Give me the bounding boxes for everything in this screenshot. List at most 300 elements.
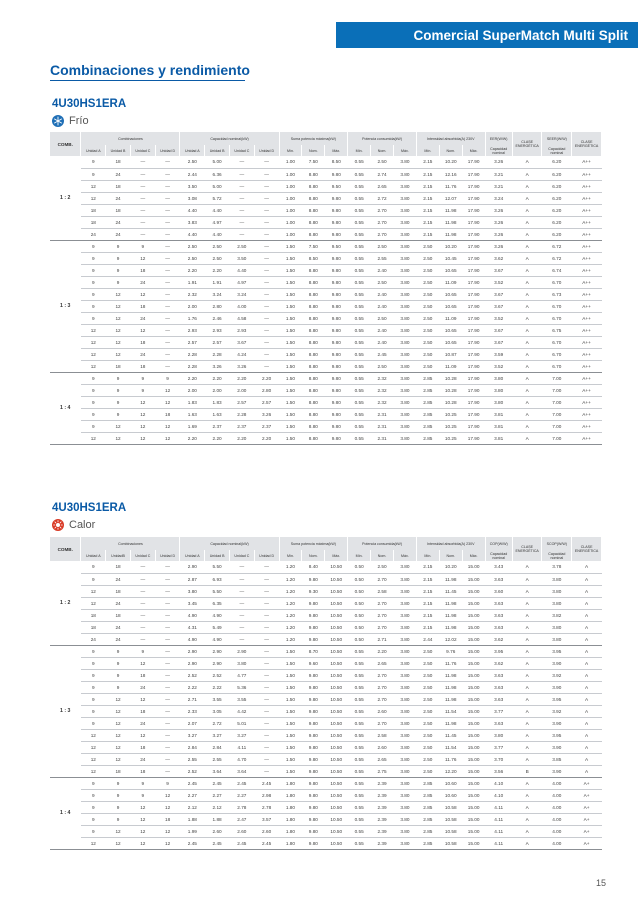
table-row bbox=[50, 264, 602, 276]
table-cell: A bbox=[512, 312, 542, 324]
table-row bbox=[50, 609, 602, 621]
table-cell: 1.50 bbox=[279, 312, 302, 324]
table-cell: — bbox=[254, 765, 279, 777]
table-cell: 8.80 bbox=[302, 324, 325, 336]
table-cell: 8.40 bbox=[302, 561, 325, 573]
table-cell: 1.50 bbox=[279, 705, 302, 717]
table-row bbox=[50, 717, 602, 729]
table-cell: A+ bbox=[572, 837, 602, 849]
table-cell: A++ bbox=[572, 264, 602, 276]
table-cell: — bbox=[155, 288, 180, 300]
table-cell: 1.50 bbox=[279, 264, 302, 276]
table-cell: 0.55 bbox=[348, 837, 371, 849]
table-cell: 2.65 bbox=[371, 753, 394, 765]
table-cell: 9.80 bbox=[325, 300, 348, 312]
table-cell: A bbox=[572, 681, 602, 693]
table-cell: 2.90 bbox=[180, 645, 205, 657]
table-cell: — bbox=[130, 609, 155, 621]
table-cell: 0.55 bbox=[348, 300, 371, 312]
table-cell: 9.80 bbox=[325, 396, 348, 408]
table-cell: 0.55 bbox=[348, 288, 371, 300]
table-cell: 2.15 bbox=[416, 180, 439, 192]
table-cell: A++ bbox=[572, 372, 602, 384]
table-cell: 18 bbox=[130, 741, 155, 753]
table-cell: A bbox=[572, 621, 602, 633]
table-cell: 11.98 bbox=[439, 621, 462, 633]
table-cell: 3.80 bbox=[393, 837, 416, 849]
table-cell: 1.83 bbox=[180, 396, 205, 408]
table-cell: 2.45 bbox=[229, 837, 254, 849]
table-cell: 2.20 bbox=[371, 645, 394, 657]
table-cell: 3.50 bbox=[180, 180, 205, 192]
header-combinaciones: Combinaciones bbox=[81, 132, 180, 145]
table-cell: 2.57 bbox=[180, 336, 205, 348]
table-cell: 10.25 bbox=[439, 420, 462, 432]
table-cell: 24 bbox=[106, 228, 131, 240]
table-cell: 2.39 bbox=[371, 837, 394, 849]
table-cell: 1.76 bbox=[180, 312, 205, 324]
subheader-cell: Nom. bbox=[439, 145, 462, 156]
table-cell: 9.80 bbox=[302, 681, 325, 693]
table-cell: A bbox=[512, 156, 542, 168]
table-cell: 1.50 bbox=[279, 240, 302, 252]
table-cell: 0.55 bbox=[348, 336, 371, 348]
table-cell: 9 bbox=[81, 717, 106, 729]
table-cell: 2.20 bbox=[205, 432, 230, 444]
table-cell: 3.52 bbox=[485, 360, 512, 372]
table-cell: 9.60 bbox=[302, 657, 325, 669]
table-cell: 4.77 bbox=[229, 669, 254, 681]
table-cell: 1.91 bbox=[205, 276, 230, 288]
table-cell: 3.80 bbox=[393, 288, 416, 300]
table-cell: 17.90 bbox=[462, 156, 485, 168]
table-cell: — bbox=[254, 681, 279, 693]
table-cell: — bbox=[155, 192, 180, 204]
subheader-cell: Máx. bbox=[325, 145, 348, 156]
table-cell: 2.00 bbox=[180, 384, 205, 396]
table-cell: 3.80 bbox=[180, 585, 205, 597]
table-cell: A bbox=[512, 336, 542, 348]
table-cell: 7.50 bbox=[302, 240, 325, 252]
header-eer: EER(W/W) bbox=[485, 132, 512, 145]
table-cell: 2.60 bbox=[205, 825, 230, 837]
table-cell: 0.55 bbox=[348, 681, 371, 693]
table-cell: 10.50 bbox=[325, 777, 348, 789]
table-cell: 4.40 bbox=[180, 228, 205, 240]
table-cell: — bbox=[254, 561, 279, 573]
table-cell: — bbox=[130, 228, 155, 240]
table-cell: 2.84 bbox=[180, 741, 205, 753]
header-intensidad: Intensidad absorbida(A) 230V bbox=[416, 537, 485, 550]
table-cell: 4.90 bbox=[180, 609, 205, 621]
table-cell: 18 bbox=[130, 300, 155, 312]
table-cell: 3.63 bbox=[485, 621, 512, 633]
table-cell: 3.60 bbox=[485, 585, 512, 597]
subheader-cell: Unidad A bbox=[81, 550, 106, 561]
table-cell: 3.80 bbox=[393, 801, 416, 813]
table-cell: 2.55 bbox=[371, 252, 394, 264]
table-cell: 15.00 bbox=[462, 573, 485, 585]
table-cell: 2.70 bbox=[371, 597, 394, 609]
table-cell: 9.80 bbox=[325, 420, 348, 432]
table-cell: 10.65 bbox=[439, 288, 462, 300]
table-cell: 2.60 bbox=[371, 741, 394, 753]
table-cell: A bbox=[512, 240, 542, 252]
table-cell: 4.90 bbox=[180, 633, 205, 645]
table-cell: 10.58 bbox=[439, 801, 462, 813]
table-cell: 9.80 bbox=[325, 204, 348, 216]
table-cell: 3.92 bbox=[542, 705, 572, 717]
table-row bbox=[50, 741, 602, 753]
table-cell: 12 bbox=[130, 801, 155, 813]
table-cell: 9.80 bbox=[302, 693, 325, 705]
table-cell: 12 bbox=[130, 288, 155, 300]
table-cell: — bbox=[254, 705, 279, 717]
table-cell: 10.20 bbox=[439, 156, 462, 168]
table-cell: 2.50 bbox=[205, 240, 230, 252]
table-cell: A bbox=[572, 609, 602, 621]
table-cell: 8.80 bbox=[302, 432, 325, 444]
table-cell: A bbox=[572, 693, 602, 705]
table-cell: 15.00 bbox=[462, 801, 485, 813]
table-cell: 9.80 bbox=[325, 336, 348, 348]
table-cell: 9.80 bbox=[325, 432, 348, 444]
table-cell: A bbox=[572, 633, 602, 645]
table-cell: 3.45 bbox=[180, 597, 205, 609]
table-cell: 9.80 bbox=[325, 408, 348, 420]
table-cell: 3.80 bbox=[542, 621, 572, 633]
table-cell: — bbox=[155, 204, 180, 216]
table-cell: 3.63 bbox=[485, 609, 512, 621]
table-cell: 2.50 bbox=[416, 705, 439, 717]
table-row bbox=[50, 252, 602, 264]
table-cell: 1.83 bbox=[205, 396, 230, 408]
table-cell: 2.45 bbox=[180, 837, 205, 849]
cooling-mode-label bbox=[52, 115, 89, 127]
table-cell: 10.50 bbox=[325, 789, 348, 801]
table-cell: 5.49 bbox=[205, 621, 230, 633]
table-cell: 10.45 bbox=[439, 252, 462, 264]
header-intensidad: Intensidad absorbida(A) 230V bbox=[416, 132, 485, 145]
table-cell: A+ bbox=[572, 777, 602, 789]
table-cell: 10.87 bbox=[439, 348, 462, 360]
table-cell: 6.70 bbox=[542, 300, 572, 312]
table-cell: 2.15 bbox=[416, 609, 439, 621]
table-cell: 9 bbox=[106, 801, 131, 813]
table-cell: 10.50 bbox=[325, 597, 348, 609]
table-cell: — bbox=[254, 156, 279, 168]
table-cell: 0.50 bbox=[348, 633, 371, 645]
table-cell: — bbox=[254, 633, 279, 645]
table-cell: 2.32 bbox=[371, 384, 394, 396]
table-cell: — bbox=[229, 180, 254, 192]
table-cell: 12 bbox=[81, 597, 106, 609]
table-cell: 3.80 bbox=[393, 765, 416, 777]
table-cell: 11.98 bbox=[439, 597, 462, 609]
table-cell: A bbox=[512, 693, 542, 705]
table-cell: 2.12 bbox=[180, 801, 205, 813]
table-cell: 2.85 bbox=[416, 408, 439, 420]
table-cell: 15.00 bbox=[462, 609, 485, 621]
cooling-table bbox=[50, 132, 602, 445]
table-cell: 1.80 bbox=[279, 813, 302, 825]
combination-group-label: 1 : 3 bbox=[50, 240, 81, 372]
table-cell: 3.64 bbox=[205, 765, 230, 777]
table-cell: 9.80 bbox=[325, 264, 348, 276]
table-cell: 1.00 bbox=[279, 228, 302, 240]
table-row bbox=[50, 705, 602, 717]
table-row bbox=[50, 240, 602, 252]
table-cell: 11.98 bbox=[439, 573, 462, 585]
table-cell: 3.80 bbox=[393, 324, 416, 336]
table-cell: 15.00 bbox=[462, 777, 485, 789]
table-cell: 8.80 bbox=[302, 408, 325, 420]
table-cell: 3.80 bbox=[393, 741, 416, 753]
table-cell: — bbox=[254, 324, 279, 336]
table-cell: 1.50 bbox=[279, 324, 302, 336]
table-cell: — bbox=[229, 228, 254, 240]
table-cell: 2.52 bbox=[180, 669, 205, 681]
table-cell: 10.50 bbox=[325, 765, 348, 777]
table-cell: 9.80 bbox=[302, 597, 325, 609]
subheader-cell: Unidad B bbox=[106, 145, 131, 156]
table-cell: A++ bbox=[572, 384, 602, 396]
table-cell: 3.80 bbox=[393, 705, 416, 717]
table-cell: 12 bbox=[130, 813, 155, 825]
table-cell: 10.50 bbox=[325, 561, 348, 573]
table-cell: 2.20 bbox=[205, 372, 230, 384]
table-cell: 2.78 bbox=[254, 801, 279, 813]
table-cell: 3.80 bbox=[393, 657, 416, 669]
table-cell: 0.55 bbox=[348, 204, 371, 216]
table-cell: 2.47 bbox=[229, 813, 254, 825]
table-cell: 3.24 bbox=[229, 288, 254, 300]
table-cell: A++ bbox=[572, 420, 602, 432]
table-cell: — bbox=[155, 621, 180, 633]
subheader-cell: Nom. bbox=[371, 550, 394, 561]
table-cell: 15.00 bbox=[462, 681, 485, 693]
table-cell: 2.55 bbox=[180, 753, 205, 765]
table-cell: 2.52 bbox=[180, 765, 205, 777]
table-cell: 12 bbox=[155, 384, 180, 396]
table-cell: 2.70 bbox=[371, 216, 394, 228]
table-cell: 2.33 bbox=[180, 705, 205, 717]
table-cell: — bbox=[254, 228, 279, 240]
table-cell: 4.11 bbox=[485, 837, 512, 849]
table-cell: 10.60 bbox=[439, 777, 462, 789]
table-cell: 2.27 bbox=[205, 789, 230, 801]
table-cell: 1.00 bbox=[279, 216, 302, 228]
table-cell: 3.43 bbox=[485, 561, 512, 573]
table-cell: 2.50 bbox=[416, 753, 439, 765]
table-cell: A bbox=[512, 360, 542, 372]
table-cell: 8.80 bbox=[302, 204, 325, 216]
combination-group-label: 1 : 4 bbox=[50, 777, 81, 849]
table-cell: 2.50 bbox=[416, 693, 439, 705]
table-cell: 1.50 bbox=[279, 276, 302, 288]
table-cell: A++ bbox=[572, 336, 602, 348]
table-cell: 4.90 bbox=[205, 609, 230, 621]
table-cell: 2.50 bbox=[416, 729, 439, 741]
table-cell: 9.80 bbox=[302, 813, 325, 825]
table-cell: 6.35 bbox=[205, 597, 230, 609]
table-cell: 15.00 bbox=[462, 813, 485, 825]
table-cell: 2.78 bbox=[229, 801, 254, 813]
table-cell: 3.21 bbox=[485, 180, 512, 192]
table-cell: 24 bbox=[106, 216, 131, 228]
table-cell: 15.00 bbox=[462, 597, 485, 609]
table-cell: 12 bbox=[81, 741, 106, 753]
table-cell: 0.50 bbox=[348, 561, 371, 573]
table-cell: 3.64 bbox=[229, 765, 254, 777]
table-cell: 10.28 bbox=[439, 372, 462, 384]
table-cell: 3.80 bbox=[393, 372, 416, 384]
table-cell: 12 bbox=[106, 729, 131, 741]
table-cell: A bbox=[572, 573, 602, 585]
table-cell: 2.50 bbox=[416, 669, 439, 681]
table-cell: 0.55 bbox=[348, 276, 371, 288]
table-cell: 9.80 bbox=[302, 789, 325, 801]
table-cell: 17.90 bbox=[462, 300, 485, 312]
table-cell: 12 bbox=[130, 657, 155, 669]
table-cell: 3.80 bbox=[393, 264, 416, 276]
table-cell: 15.00 bbox=[462, 825, 485, 837]
table-cell: 8.80 bbox=[302, 168, 325, 180]
table-cell: A bbox=[512, 645, 542, 657]
table-cell: A bbox=[512, 420, 542, 432]
table-cell: 2.90 bbox=[205, 645, 230, 657]
table-cell: 9 bbox=[81, 252, 106, 264]
table-cell: 3.80 bbox=[485, 729, 512, 741]
table-cell: 0.55 bbox=[348, 645, 371, 657]
table-cell: 15.00 bbox=[462, 753, 485, 765]
subheader-cell: Mín. bbox=[279, 145, 302, 156]
table-cell: 17.90 bbox=[462, 372, 485, 384]
table-cell: A bbox=[572, 657, 602, 669]
table-cell: 1.50 bbox=[279, 372, 302, 384]
table-cell: 1.63 bbox=[180, 408, 205, 420]
table-row bbox=[50, 561, 602, 573]
header-capacidad: Capacidad nominal(kW) bbox=[180, 537, 279, 550]
table-cell: 11.98 bbox=[439, 669, 462, 681]
table-cell: 17.90 bbox=[462, 168, 485, 180]
table-cell: — bbox=[254, 276, 279, 288]
table-cell: 8.80 bbox=[302, 276, 325, 288]
table-cell: 17.90 bbox=[462, 228, 485, 240]
table-cell: A bbox=[512, 825, 542, 837]
table-cell: 1.20 bbox=[279, 633, 302, 645]
table-cell: 9 bbox=[81, 561, 106, 573]
table-cell: 0.50 bbox=[348, 597, 371, 609]
table-cell: 0.55 bbox=[348, 801, 371, 813]
table-cell: 17.90 bbox=[462, 312, 485, 324]
table-cell: 2.85 bbox=[416, 837, 439, 849]
table-cell: 11.45 bbox=[439, 729, 462, 741]
table-cell: 3.81 bbox=[485, 420, 512, 432]
table-cell: 2.50 bbox=[416, 717, 439, 729]
table-cell: 3.80 bbox=[393, 300, 416, 312]
table-cell: 3.80 bbox=[542, 585, 572, 597]
table-cell: — bbox=[254, 180, 279, 192]
table-row bbox=[50, 360, 602, 372]
table-cell: 0.55 bbox=[348, 669, 371, 681]
table-cell: 2.58 bbox=[371, 585, 394, 597]
table-cell: 12 bbox=[81, 324, 106, 336]
table-cell: 2.50 bbox=[416, 276, 439, 288]
table-cell: 9 bbox=[106, 813, 131, 825]
table-cell: — bbox=[229, 585, 254, 597]
table-cell: — bbox=[130, 156, 155, 168]
table-cell: — bbox=[254, 348, 279, 360]
table-cell: 1.20 bbox=[279, 621, 302, 633]
table-row bbox=[50, 384, 602, 396]
table-cell: — bbox=[229, 633, 254, 645]
table-cell: 10.65 bbox=[439, 300, 462, 312]
table-cell: 2.50 bbox=[180, 252, 205, 264]
table-cell: 17.90 bbox=[462, 396, 485, 408]
table-cell: 10.50 bbox=[325, 681, 348, 693]
table-cell: 1.50 bbox=[279, 765, 302, 777]
table-cell: A bbox=[512, 633, 542, 645]
table-cell: 2.12 bbox=[205, 801, 230, 813]
table-cell: 12 bbox=[106, 753, 131, 765]
table-cell: 24 bbox=[106, 597, 131, 609]
table-row bbox=[50, 204, 602, 216]
table-cell: A++ bbox=[572, 180, 602, 192]
table-cell: 11.54 bbox=[439, 741, 462, 753]
table-cell: 12 bbox=[106, 705, 131, 717]
table-cell: 3.80 bbox=[393, 777, 416, 789]
table-cell: A bbox=[512, 180, 542, 192]
combination-group-label: 1 : 2 bbox=[50, 156, 81, 240]
table-cell: 3.80 bbox=[393, 729, 416, 741]
table-cell: 1.88 bbox=[205, 813, 230, 825]
table-cell: 3.80 bbox=[393, 789, 416, 801]
table-cell: 9.80 bbox=[325, 168, 348, 180]
table-cell: 1.99 bbox=[180, 825, 205, 837]
table-cell: — bbox=[155, 360, 180, 372]
table-cell: 12 bbox=[81, 360, 106, 372]
table-row bbox=[50, 825, 602, 837]
table-cell: 2.39 bbox=[371, 813, 394, 825]
table-cell: 1.50 bbox=[279, 300, 302, 312]
table-cell: A bbox=[572, 765, 602, 777]
table-cell: 9.50 bbox=[325, 240, 348, 252]
subheader-cell: Unidad C bbox=[229, 550, 254, 561]
table-cell: 0.55 bbox=[348, 825, 371, 837]
table-cell: 2.46 bbox=[205, 312, 230, 324]
table-cell: 3.26 bbox=[485, 228, 512, 240]
table-cell: 5.50 bbox=[205, 561, 230, 573]
table-cell: 2.80 bbox=[205, 300, 230, 312]
table-cell: A++ bbox=[572, 360, 602, 372]
subheader-cell: Unidad C bbox=[130, 550, 155, 561]
table-cell: — bbox=[130, 561, 155, 573]
table-cell: 2.85 bbox=[416, 420, 439, 432]
table-cell: 2.32 bbox=[180, 288, 205, 300]
table-cell: 10.28 bbox=[439, 384, 462, 396]
table-cell: — bbox=[254, 312, 279, 324]
table-cell: 3.21 bbox=[485, 168, 512, 180]
table-cell: 18 bbox=[155, 813, 180, 825]
table-cell: 9 bbox=[81, 240, 106, 252]
table-cell: 12 bbox=[81, 348, 106, 360]
table-cell: 1.50 bbox=[279, 252, 302, 264]
table-cell: — bbox=[155, 240, 180, 252]
table-cell: 2.70 bbox=[371, 228, 394, 240]
table-row bbox=[50, 621, 602, 633]
table-cell: A bbox=[512, 717, 542, 729]
